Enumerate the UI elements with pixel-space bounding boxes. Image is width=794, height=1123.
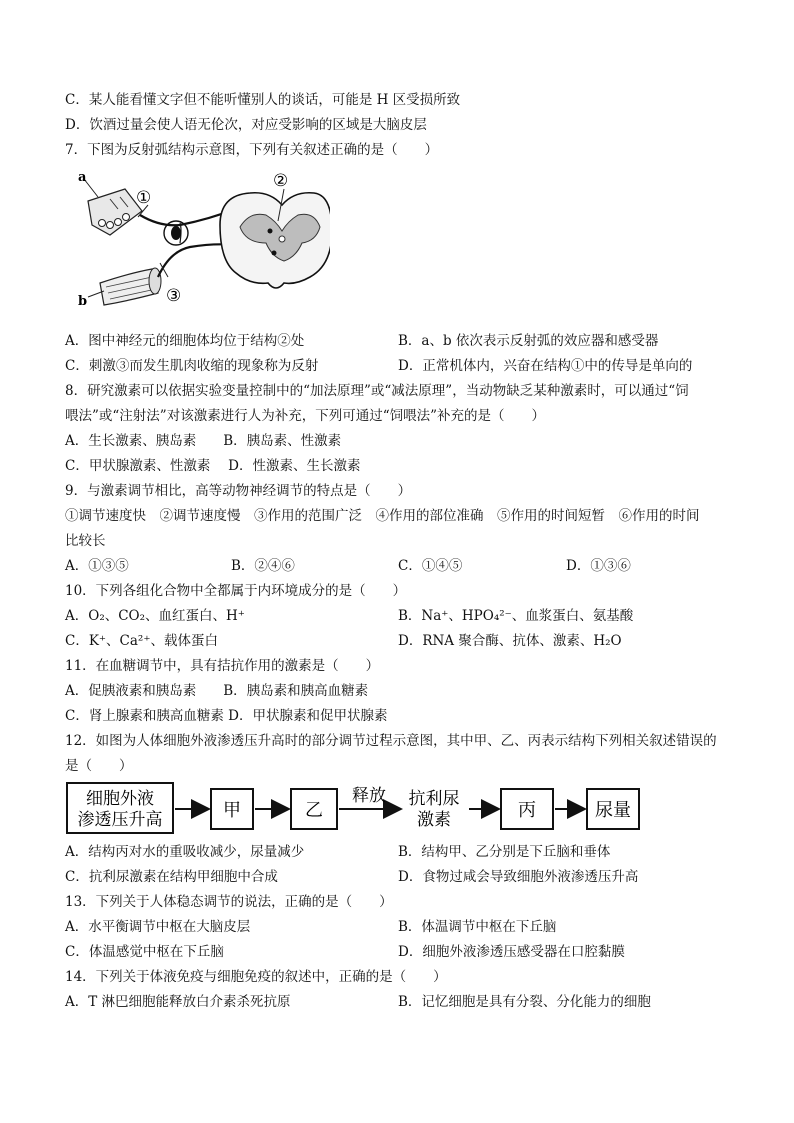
adh-line1: 抗利尿: [408, 789, 460, 809]
q10-stem: 10．下列各组化合物中全都属于内环境成分的是（ ）: [65, 583, 407, 599]
label-a: a: [78, 170, 87, 185]
q7-stem: 7．下图为反射弧结构示意图，下列有关叙述正确的是（ ）: [65, 142, 439, 158]
structure-b: [100, 268, 161, 305]
box-urine-label: 尿量: [595, 800, 631, 821]
q6-option-c: C．某人能看懂文字但不能听懂别人的谈话，可能是 H 区受损所致: [65, 92, 461, 108]
q14-stem: 14．下列关于体液免疫与细胞免疫的叙述中，正确的是（ ）: [65, 969, 447, 985]
label-1: ①: [136, 188, 152, 208]
q12-option-b: B．结构甲、乙分别是下丘脑和垂体: [398, 844, 611, 860]
box-osmotic-line2: 渗透压升高: [77, 810, 163, 830]
adh-line2: 激素: [417, 810, 451, 830]
spinal-cord: [220, 193, 330, 288]
q8-options-cd: C．甲状腺激素、性激素 D．性激素、生长激素: [65, 458, 361, 474]
q13-option-c: C．体温感觉中枢在下丘脑: [65, 944, 224, 960]
q10-option-b: B．Na⁺、HPO₄²⁻、血浆蛋白、氨基酸: [398, 608, 634, 624]
q8-stem-line2: 喂法”或“注射法”对该激素进行人为补充，下列可通过“饲喂法”补充的是（ ）: [65, 408, 546, 424]
q14-option-a: A．T 淋巴细胞能释放白介素杀死抗原: [65, 994, 291, 1010]
q12-option-c: C．抗利尿激素在结构甲细胞中合成: [65, 869, 278, 885]
q13-option-b: B．体温调节中枢在下丘脑: [398, 919, 557, 935]
q9-items-line1: ①调节速度快 ②调节速度慢 ③作用的范围广泛 ④作用的部位准确 ⑤作用的时间短暂 ⑥作用的时间: [65, 508, 700, 524]
q10-option-a: A．O₂、CO₂、血红蛋白、H⁺: [65, 608, 245, 624]
q9-stem: 9．与激素调节相比，高等动物神经调节的特点是（ ）: [65, 483, 412, 499]
q6-option-d: D．饮酒过量会使人语无伦次，对应受影响的区域是大脑皮层: [65, 117, 427, 133]
box-osmotic-line1: 细胞外液: [86, 789, 154, 809]
q14-option-b: B．记忆细胞是具有分裂、分化能力的细胞: [398, 994, 651, 1010]
q10-option-c: C．K⁺、Ca²⁺、载体蛋白: [65, 633, 218, 649]
q7-option-b: B．a、b 依次表示反射弧的效应器和感受器: [398, 333, 659, 349]
q11-stem: 11．在血糖调节中，具有拮抗作用的激素是（ ）: [65, 658, 380, 674]
q13-option-d: D．细胞外液渗透压感受器在口腔黏膜: [398, 944, 625, 960]
box-yi-label: 乙: [305, 800, 323, 821]
q12-stem-line1: 12．如图为人体细胞外液渗透压升高时的部分调节过程示意图，其中甲、乙、丙表示结构下列相关叙述错误的: [65, 733, 717, 749]
q13-stem: 13．下列关于人体稳态调节的说法，正确的是（ ）: [65, 894, 393, 910]
q10-option-d: D．RNA 聚合酶、抗体、激素、H₂O: [398, 633, 622, 649]
q12-option-a: A．结构丙对水的重吸收减少，尿量减少: [65, 844, 305, 860]
q9-items-line2: 比较长: [65, 533, 106, 549]
q11-options-cd: C．肾上腺素和胰高血糖素 D．甲状腺素和促甲状腺素: [65, 708, 388, 724]
q9-option-c: C．①④⑤: [398, 558, 463, 574]
q11-options-ab: A．促胰液素和胰岛素 B．胰岛素和胰高血糖素: [65, 683, 369, 699]
q13-option-a: A．水平衡调节中枢在大脑皮层: [65, 919, 251, 935]
osmotic-regulation-flowchart: [65, 781, 645, 835]
q7-option-d: D．正常机体内，兴奋在结构①中的传导是单向的: [398, 358, 693, 374]
q12-option-d: D．食物过咸会导致细胞外液渗透压升高: [398, 869, 639, 885]
label-3: ③: [166, 286, 182, 306]
q8-options-ab: A．生长激素、胰岛素 B．胰岛素、性激素: [65, 433, 342, 449]
label-2: ②: [273, 171, 289, 191]
q8-stem-line1: 8．研究激素可以依据实验变量控制中的“加法原理”或“减法原理”，当动物缺乏某种激素时，可以通过“饲: [65, 383, 689, 399]
q7-option-a: A．图中神经元的细胞体均位于结构②处: [65, 333, 305, 349]
q9-option-b: B．②④⑥: [231, 558, 295, 574]
label-b: b: [78, 294, 88, 309]
q9-option-d: D．①③⑥: [566, 558, 631, 574]
structure-a: [88, 189, 142, 235]
q9-option-a: A．①③⑤: [65, 558, 129, 574]
arrow-label-release: 释放: [352, 786, 386, 806]
reflex-arc-figure: [70, 165, 330, 315]
q12-stem-line2: 是（ ）: [65, 758, 133, 774]
box-bing-label: 丙: [518, 800, 536, 821]
box-jia-label: 甲: [223, 800, 241, 821]
q7-option-c: C．刺激③而发生肌肉收缩的现象称为反射: [65, 358, 319, 374]
